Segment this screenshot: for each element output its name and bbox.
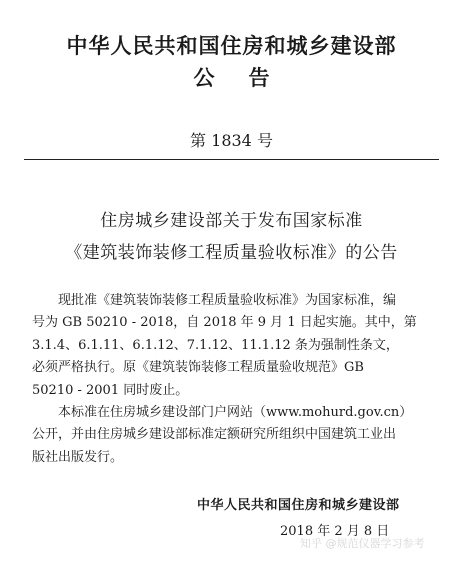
text-line: 号为 GB 50210 - 2018，自 2018 年 9 月 1 日起实施。其中，第	[32, 315, 417, 331]
text-line: 公开，并由住房城乡建设部标准定额研究所组织中国建筑工业出	[32, 427, 397, 443]
notice-title-line-1: 住房城乡建设部关于发布国家标准	[100, 211, 363, 231]
issuing-organization: 中华人民共和国住房和城乡建设部	[66, 34, 397, 58]
watermark: 知乎 @规范仪器学习参考	[300, 537, 425, 550]
text-line: 本标准在住房城乡建设部门户网站（www.mohurd.gov.cn）	[58, 405, 413, 420]
document-number: 第 1834 号	[190, 131, 273, 150]
notice-heading: 公告	[193, 66, 304, 90]
notice-title-line-2: 《建筑装饰装修工程质量验收标准》的公告	[65, 243, 398, 263]
signature-date: 2018 年 2 月 8 日	[280, 524, 390, 539]
text-line: 必须严格执行。原《建筑装饰装修工程质量验收规范》GB	[32, 360, 364, 376]
signature-organization: 中华人民共和国住房和城乡建设部	[197, 498, 400, 513]
header-divider	[24, 159, 439, 160]
text-line: 50210 - 2001 同时废止。	[32, 382, 189, 398]
body-paragraph-2	[32, 402, 438, 469]
text-line: 3.1.4、6.1.11、6.1.12、7.1.12、11.1.12 条为强制性条文，	[32, 337, 399, 353]
text-line: 现批准《建筑装饰装修工程质量验收标准》为国家标准，编	[58, 293, 397, 308]
text-line: 版社出版发行。	[32, 449, 124, 465]
body-paragraph-1	[32, 290, 438, 402]
